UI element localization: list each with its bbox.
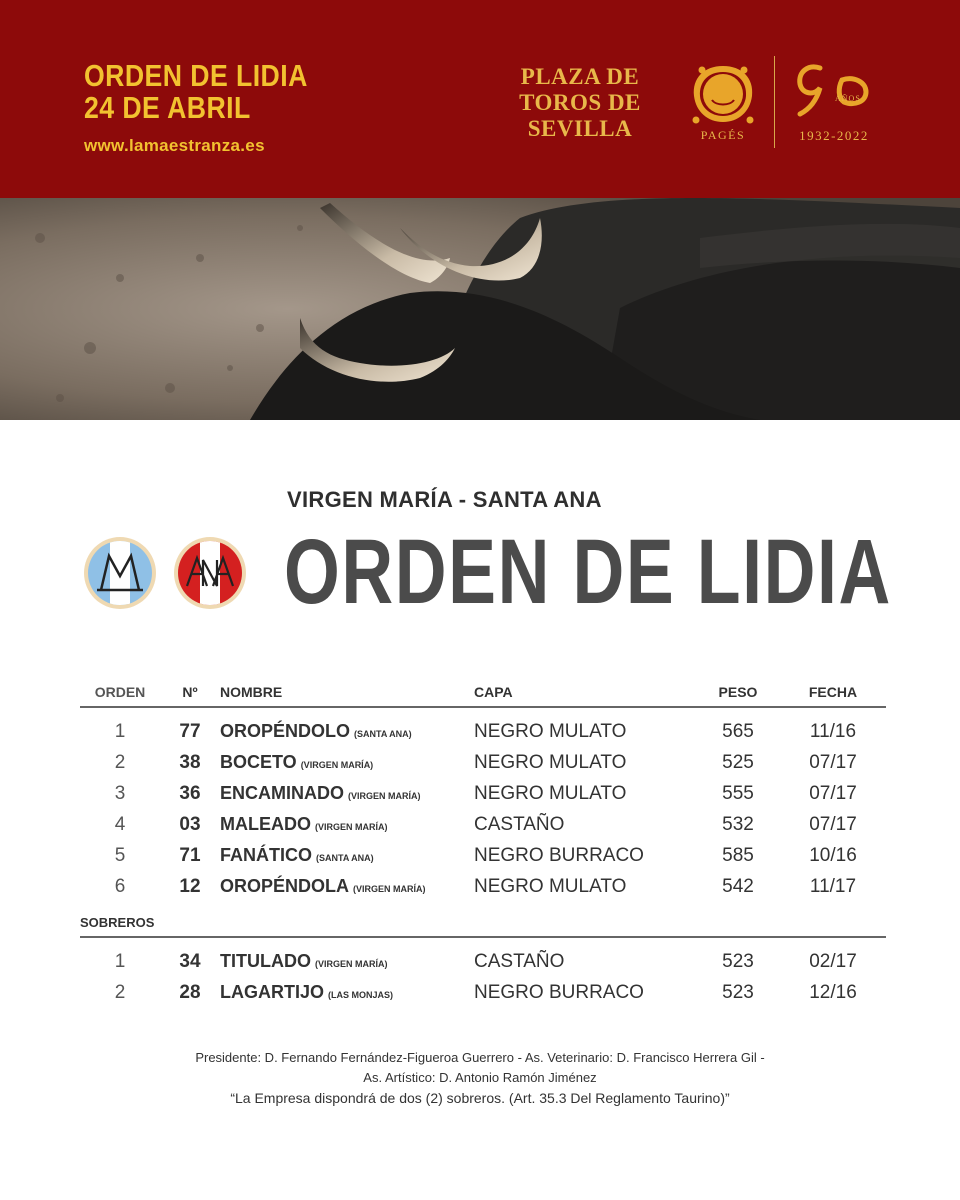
header-title-line2: 24 DE ABRIL bbox=[84, 90, 251, 125]
anniversary-90-logo-icon bbox=[790, 58, 880, 118]
cell-nombre bbox=[220, 778, 474, 809]
cell-fecha: 07/17 bbox=[809, 813, 857, 835]
cell-capa: NEGRO BURRACO bbox=[474, 844, 644, 866]
bulls-photo-illustration bbox=[0, 198, 960, 420]
cell-orden: 3 bbox=[114, 782, 126, 804]
cell-nombre bbox=[220, 840, 474, 871]
website-link[interactable]: www.lamaestranza.es bbox=[84, 136, 265, 155]
table-row bbox=[80, 937, 886, 977]
cell-peso: 565 bbox=[722, 720, 754, 742]
cell-fecha: 11/16 bbox=[809, 720, 857, 742]
cell-peso: 585 bbox=[722, 844, 754, 866]
cell-capa: NEGRO MULATO bbox=[474, 720, 627, 742]
cell-fecha: 11/17 bbox=[809, 875, 857, 897]
anniversary-years: 1932-2022 bbox=[799, 128, 869, 143]
cell-num: 71 bbox=[179, 844, 201, 866]
table-row bbox=[80, 871, 886, 902]
plaza-logo-text bbox=[500, 64, 660, 142]
footer-line2: As. Artístico: D. Antonio Ramón Jiménez bbox=[363, 1070, 597, 1085]
bull-ganaderia: (VIRGEN MARÍA) bbox=[300, 759, 374, 770]
cell-num: 38 bbox=[179, 751, 201, 773]
main-title: ORDEN DE LIDIA bbox=[284, 521, 892, 623]
bull-name: TITULADO bbox=[220, 950, 311, 971]
col-num: Nº bbox=[160, 682, 220, 707]
cell-nombre bbox=[220, 809, 474, 840]
bull-ganaderia: (VIRGEN MARÍA) bbox=[315, 821, 388, 832]
cell-peso: 523 bbox=[722, 981, 754, 1003]
bull-ganaderia: (VIRGEN MARÍA) bbox=[353, 883, 426, 894]
cell-capa: CASTAÑO bbox=[474, 950, 565, 972]
cell-nombre bbox=[220, 747, 474, 778]
cell-num: 03 bbox=[179, 813, 201, 835]
table-row bbox=[80, 977, 886, 1008]
lidia-table bbox=[80, 682, 886, 1008]
col-peso: PESO bbox=[696, 682, 780, 707]
cell-num: 77 bbox=[179, 720, 201, 742]
cell-nombre bbox=[220, 707, 474, 747]
cell-orden: 2 bbox=[114, 751, 126, 773]
table-row bbox=[80, 778, 886, 809]
cell-fecha: 10/16 bbox=[809, 844, 857, 866]
plaza-line3: SEVILLA bbox=[527, 116, 633, 141]
cell-orden: 1 bbox=[114, 950, 126, 972]
virgen-maria-brand-icon bbox=[83, 536, 157, 610]
cell-peso: 523 bbox=[722, 950, 754, 972]
bull-ganaderia: (LAS MONJAS) bbox=[328, 989, 394, 1000]
bull-name: ENCAMINADO bbox=[220, 782, 344, 803]
table-row bbox=[80, 809, 886, 840]
footer-line1: Presidente: D. Fernando Fernández-Figueroa Guerrero - As. Veterinario: D. Francisco Herrera Gil - bbox=[195, 1050, 765, 1065]
bull-ganaderia: (SANTA ANA) bbox=[354, 728, 412, 739]
header-title bbox=[84, 60, 308, 124]
cell-fecha: 12/16 bbox=[809, 981, 857, 1003]
cell-num: 36 bbox=[179, 782, 201, 804]
table-row bbox=[80, 707, 886, 747]
sponsor-name: PAGÉS bbox=[700, 128, 746, 142]
table-header-row bbox=[80, 682, 886, 707]
footer-line3: “La Empresa dispondrá de dos (2) sobreros. (Art. 35.3 Del Reglamento Taurino)” bbox=[230, 1090, 730, 1106]
cell-peso: 532 bbox=[722, 813, 754, 835]
bulls-photo bbox=[0, 198, 960, 420]
cell-fecha: 02/17 bbox=[809, 950, 857, 972]
anniversary-label: AÑOS bbox=[835, 94, 861, 103]
cell-nombre bbox=[220, 871, 474, 902]
bull-name: FANÁTICO bbox=[220, 844, 312, 865]
sobreros-label: SOBREROS bbox=[80, 902, 886, 937]
cell-peso: 525 bbox=[722, 751, 754, 773]
bull-name: LAGARTIJO bbox=[220, 981, 325, 1002]
bull-ganaderia: (VIRGEN MARÍA) bbox=[314, 958, 388, 969]
cell-nombre bbox=[220, 937, 474, 977]
bull-name: OROPÉNDOLO bbox=[220, 720, 351, 741]
santa-ana-brand-icon bbox=[173, 536, 247, 610]
bull-name: MALEADO bbox=[220, 813, 311, 834]
cell-orden: 2 bbox=[114, 981, 126, 1003]
plaza-line2: TOROS DE bbox=[519, 90, 641, 115]
table-row bbox=[80, 840, 886, 871]
cell-num: 34 bbox=[179, 950, 201, 972]
footer-credits bbox=[0, 1048, 960, 1108]
cell-capa: CASTAÑO bbox=[474, 813, 565, 835]
cell-peso: 555 bbox=[722, 782, 754, 804]
sobreros-header-row bbox=[80, 902, 886, 937]
cell-num: 28 bbox=[179, 981, 201, 1003]
bull-name: BOCETO bbox=[220, 751, 297, 772]
cell-capa: NEGRO MULATO bbox=[474, 782, 627, 804]
table-row bbox=[80, 747, 886, 778]
cell-capa: NEGRO MULATO bbox=[474, 875, 627, 897]
header-banner bbox=[0, 0, 960, 198]
cell-orden: 6 bbox=[114, 875, 126, 897]
col-orden: ORDEN bbox=[80, 682, 160, 707]
cell-orden: 1 bbox=[114, 720, 126, 742]
header-divider bbox=[774, 56, 775, 148]
cell-fecha: 07/17 bbox=[809, 782, 857, 804]
bull-name: OROPÉNDOLA bbox=[220, 875, 350, 896]
cell-capa: NEGRO MULATO bbox=[474, 751, 627, 773]
cell-nombre bbox=[220, 977, 474, 1008]
cell-fecha: 07/17 bbox=[809, 751, 857, 773]
bull-ganaderia: (VIRGEN MARÍA) bbox=[348, 790, 421, 801]
col-nombre: NOMBRE bbox=[220, 682, 474, 707]
col-capa: CAPA bbox=[474, 682, 696, 707]
col-fecha: FECHA bbox=[780, 682, 886, 707]
cell-orden: 5 bbox=[114, 844, 126, 866]
cell-capa: NEGRO BURRACO bbox=[474, 981, 644, 1003]
bull-ganaderia: (SANTA ANA) bbox=[316, 852, 374, 863]
plaza-line1: PLAZA DE bbox=[520, 64, 640, 89]
cell-num: 12 bbox=[179, 875, 201, 897]
header-title-line1: ORDEN DE LIDIA bbox=[84, 58, 308, 93]
cell-orden: 4 bbox=[114, 813, 126, 835]
ganaderias-subtitle: VIRGEN MARÍA - SANTA ANA bbox=[287, 487, 602, 512]
cell-peso: 542 bbox=[722, 875, 754, 897]
